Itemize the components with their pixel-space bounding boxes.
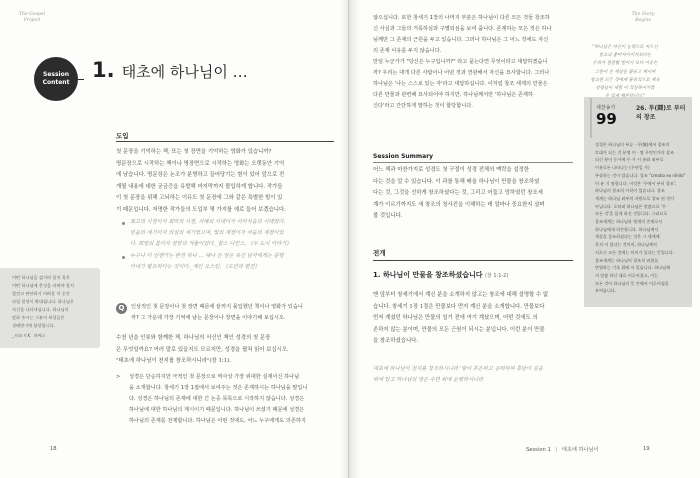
text-line: 창조세계는 하나님의 창조적 권위를	[595, 257, 659, 263]
text-line: 자신을 나타내십니다. 하나님이	[12, 307, 69, 312]
text-line: 않으십니다. 또한 창세기 1장의 나머지 부분은 하나님이 다른 모든 것들 창조하	[373, 15, 550, 21]
text-line: 이유로든 나타나는 (우연일 가)	[595, 165, 650, 171]
hymn-label: 새찬송가	[596, 105, 616, 111]
panel-divider	[590, 98, 592, 138]
text-line: 개될 내용에 대한 궁금증을 유발해 마지막까지 몰입하게 합니다. 작가들	[116, 183, 283, 190]
session-summary-label: Session Summary	[373, 153, 434, 160]
running-head-line: Project	[23, 18, 41, 23]
text-line: 창조세계는 하나님과 별개의 존재로서	[595, 219, 663, 225]
panel-body	[595, 141, 687, 295]
text-line: 습니다. 창세기 1장 1절은 만물보다 먼저 계신 분을 소개합니다. 만물보다	[373, 303, 545, 310]
summary-paragraph	[373, 165, 578, 223]
text-line: 에 남습니다. 명문장은 논조가 분명하고 끌어당기는 힘이 있어 앞으로 전	[116, 172, 285, 178]
side-quote-left	[0, 268, 100, 348]
text-line: 아닙니다. 오히려 하나님은 말씀으로 '무	[595, 203, 666, 209]
scripture-reference: (창 1:1-2)	[484, 273, 509, 279]
text-line: 님께만 그 존재의 근원을 두고 있습니다. 그러나 하나님은 그 어느 것에도 자신	[373, 37, 549, 43]
text-line: 세상을 창조하셨다는 것은 그 세계에	[595, 234, 660, 240]
subsection-paragraph	[373, 290, 578, 348]
continuation-paragraph	[116, 333, 338, 368]
right-top-paragraph	[373, 13, 578, 112]
running-head-left	[12, 12, 52, 24]
page-number-left: 18	[50, 446, 57, 452]
section-label-intro: 도입	[116, 132, 129, 140]
text-line: 말하 주시는 그분이 특성들은	[12, 315, 65, 320]
text-line: 을 창조하셨습니다.	[373, 338, 419, 344]
page-number-right: 19	[643, 446, 650, 452]
text-line: 보여줍니다.	[595, 288, 617, 294]
session-content-badge	[34, 57, 78, 101]
quote-bullet	[122, 222, 125, 225]
badge-line-2: Content	[42, 79, 70, 86]
text-line: 맨 앞부터 창세기에서 계신 분을 소개하지 않고는 창조에 대해 설명할 수 없	[373, 292, 549, 298]
question-text	[131, 302, 343, 324]
section-rule	[116, 141, 334, 142]
text-line: 을 소개합니다. 창세기 1장 1절에서 보여주는 것은 존재하시는 하나님을 말입니	[129, 385, 308, 391]
text-line: 하나님에게 의존합니다. 하나님께서	[595, 226, 659, 232]
text-line: 어떤 하나님에 충성을 바쳐야 할지	[12, 283, 74, 288]
text-line: 우리가 절망할 일이기 보다 이유는	[592, 61, 658, 67]
running-head-line: The Story	[631, 12, 655, 17]
text-line: 다는 것, 그것을 선하게 창조하셨다는 것, 그리고 어둡고 망하였던 창조세	[373, 190, 543, 196]
footer-right: Session 1 | 태초에 하나님이	[526, 447, 599, 453]
running-head-line: Begins	[635, 18, 651, 23]
text-line: 반영하는 기초 위에 서 있습니다. 하나님께	[595, 265, 671, 271]
text-line: 까? 그 가운데 가장 기억에 남는 문장이나 장면을 이야기해 보십시오.	[131, 315, 286, 321]
subsection-title: 1. 하나님이 만물을 창조하셨습니다	[373, 271, 483, 279]
text-line: 다. 희망의 봄이자 절망의 겨울이었다._찰스 디킨스, 《두 도시 이야기》	[130, 241, 292, 247]
hymn-number: 99	[596, 110, 617, 128]
text-line: 창조한 모든 것에게 물리적으로 계속	[590, 77, 660, 83]
text-line: 수천 년을 인류와 함께한 책, 하나님의 서신인 책인 성경의 첫 문장	[116, 335, 271, 341]
note-paragraph	[129, 372, 343, 427]
text-line: 첫 문장을 기억하는 책, 또는 첫 장면을 기억하는 영화가 있습니까?	[116, 149, 272, 155]
text-line: 성령님이 세밀 이 작동하시기를	[595, 86, 655, 92]
footer-session: Session 1	[526, 447, 551, 453]
text-line: 누구나 다 언젠가는 완전 하나 … 해나 든 얼은 독신 남자에게는 분명	[130, 253, 284, 259]
scripture-italic-note	[373, 364, 578, 386]
text-line: 신다'라고 간단하게 말하는 것이 합당합니다.	[373, 103, 473, 109]
text-line: 만일 누군가가 "당신은 누구입니까?" 라고 묻는다면 무엇이라고 대답하겠습니	[373, 59, 548, 65]
text-line: "태초에 하나님이 천지를 창조하시니라"(창 1:1).	[116, 358, 231, 364]
quote-bullet	[122, 256, 125, 259]
text-line: 까? 우리는 대개 다른 사람이나 어떤 것과 연관해서 자신을 묘사합니다. 그러나	[373, 70, 550, 76]
development-rule	[373, 260, 573, 261]
text-line: 신 사실과 그들의 거룩하심과 구별되심을 보여 줍니다. 존재하는 모든 것은 하나	[373, 26, 552, 32]
text-line: 성경은 단순하지만 극적인 첫 문장으로 역사상 가장 위대한 실재이신 하나님	[129, 374, 300, 380]
chapter-title-text: 태초에 하나님이 …	[121, 63, 248, 81]
text-line: 명문장으로 시작하는 책이나 명장면으로 시작하는 영화는 오랫동안 기억	[116, 160, 285, 167]
text-line: 다는 것을 알 수 있습니다. 이 과를 통해 배울 하나님이 만물을 창조하셨	[373, 178, 540, 185]
text-line: 세계는 하나님 외부의 자원으로 창조 된 것이	[595, 195, 674, 201]
badge-line-1: Session	[43, 71, 69, 78]
quote-dickens	[130, 217, 340, 250]
text-line: 최고의 시절이자 최악의 시절, 지혜의 시대이자 어리석음의 시대였다.	[130, 219, 286, 225]
section-label-development: 전개	[373, 249, 386, 257]
text-line: 믿음의 세기이자 의심의 세기였으며, 빛의 계절이자 어둠의 계절이었	[130, 230, 284, 236]
text-line: 존하지 않는 분이며, 만물의 모든 근원이 되시는 분입니다. 이런 분이 만물	[373, 326, 545, 333]
text-line: "하나님은 자신이 능력으로 지으신	[592, 45, 658, 50]
text-line: 목적 이 있다는 것이며, 하나님께서	[595, 242, 657, 248]
intro-paragraph	[116, 147, 338, 216]
book-gutter	[340, 0, 360, 478]
badge-connector	[78, 79, 84, 80]
summary-rule	[373, 162, 573, 163]
text-line: 다른 만물과 관련해 묘사되어야 하지만, 하나님께서만 '하나님은 존재하	[373, 92, 533, 98]
text-line: 그분이 온 세상을 붙들고 계시며	[594, 69, 656, 75]
chapter-title	[92, 58, 248, 82]
panel-title: 26. 투(鬪)로 부터의 창조	[636, 105, 686, 121]
text-line: 모든 것'을 있게 하신 것입니다. 그러므로	[595, 211, 668, 217]
text-line: 의 존재 이유를 두지 않습니다.	[373, 48, 442, 54]
footer-title: 태초에 하나님이	[561, 447, 599, 453]
text-line: 위에 있고 하나님의 영은 수면 위에 운행하시니라	[373, 377, 484, 383]
text-line: 주장하는 것이 있습니다. 창조 "creatio ex nihilo"	[595, 172, 686, 178]
text-line: 하나님의 존재를 전제합니다. 하나님은 어떤 것에도, 어느 누구에게도 의존하지	[129, 418, 306, 424]
text-line: 아내가 필요하다는 것이다._제인 오스틴, 《오만과 편견》	[130, 264, 260, 270]
subsection-heading	[373, 270, 508, 280]
text-line: 하나님의 창조의 시작이 었습니다. 창조	[595, 188, 665, 194]
text-line: 먼저 계셨던 하나님은 만물의 일기 전에 여기 계셨으며, 어떤 것에도 의	[373, 315, 538, 321]
text-line: 어떤 하나님을 섬겨야 할지 혹은	[12, 275, 70, 280]
text-line: 기 때문입니다. 저명한 작가들의 도입부 몇 가지를 예로 들어 보겠습니다.	[116, 206, 286, 213]
left-page	[0, 0, 349, 478]
text-line: 성경은 하나님의 부류 · 무(無)에서 창조의	[595, 142, 670, 147]
quote-austen	[130, 251, 340, 273]
text-line: 대초에 하나님이 천지를 창조하시니라 '땅이 혼돈하고 공허하며 흑암이 깊음	[373, 366, 543, 372]
text-line: 다림 결정이 확대됩니다. 하나님은	[12, 299, 74, 304]
note-arrow-icon: >	[116, 374, 121, 380]
text-line: 하나님은 '나는 스스로 있는 자'라고 대답하십니다. 이처럼 창조 세계의 만물은	[373, 81, 548, 87]
running-head-line: The Gospel	[18, 12, 46, 17]
text-line: 창조의 총미자이시기보다는	[598, 53, 652, 59]
text-line: 하나님에 대한 하나님의 계시이기 때문입니다. 하나님이 쓰셨기 때문에 성경은	[129, 407, 305, 413]
text-line: 경배받기에 합당합니다.	[12, 323, 56, 328]
text-line: 은 무엇일까요? 여러 말로 있을지도 모르지만, 성경을 펼쳐 읽어 보십시오.	[116, 346, 289, 353]
text-line: 볼 것입니다.	[373, 213, 403, 219]
text-line: 계가 이르기까지도 새 창조의 청사진을 이해하는 데 얼마나 중요한지 살펴	[373, 201, 545, 208]
text-line: 모든 것이 하나님의 뜻 안에서 이루어짐을	[595, 280, 669, 286]
text-line: 이 유 기 명합니다. 이것은 '무에서 부터 창조',	[595, 180, 677, 186]
running-head-right	[623, 12, 663, 24]
chapter-number: 1.	[92, 58, 115, 82]
text-line: 인상적인 첫 문장이나 첫 장면 때문에 끝까지 몰입했던 책이나 영화가 있습니	[131, 304, 303, 310]
question-icon: Q	[116, 303, 127, 314]
text-line: 어느 책과 마찬가지로 성경도 첫 구절이 성경 전체의 맥락을 설정한	[373, 167, 530, 173]
text-line: 발견고 판단하기 어려운 이 순간	[12, 291, 70, 296]
text-line: 지으신 모든 것에는 의미가 있다는 뜻입니다.	[595, 249, 674, 255]
quote-author: _티모시 K. 파커스	[12, 333, 46, 338]
text-line: 이 첫 문장을 위해 고뇌하는 이유도 첫 문장에 그와 같은 특별한 힘이 있	[116, 195, 283, 201]
text-line: 다. 성경은 하나님의 존재에 대한 긴 논증 목록으로 시작하지 않습니다. 성경은	[129, 396, 305, 402]
text-line: 토대가 되는 것 분명 이 · 명 무엇인가의 창조	[595, 149, 674, 155]
text-line: 되신 분이 동시에 무 가 시 유와 외부로	[595, 157, 664, 163]
text-line: 서 말씀 하신 대로 이루어졌고, 이는	[595, 272, 659, 278]
